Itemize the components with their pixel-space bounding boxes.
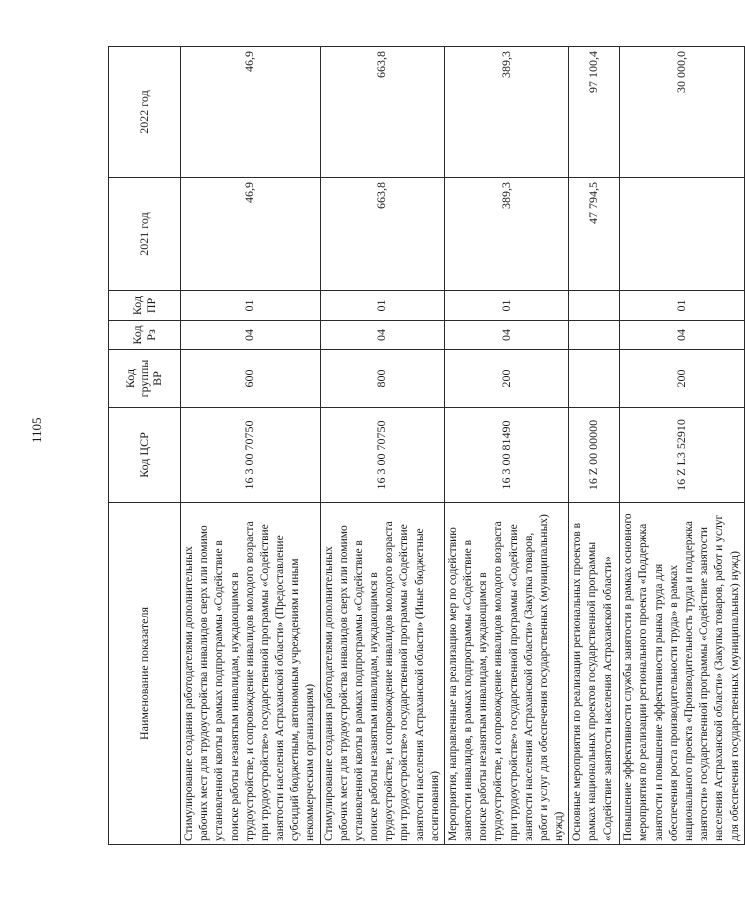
header-vr: Код группы ВР bbox=[109, 350, 181, 408]
header-name: Наименование показателя bbox=[109, 503, 181, 845]
cell-2022: 389,3 bbox=[444, 47, 568, 178]
cell-pr: 01 bbox=[444, 291, 568, 321]
cell-2021 bbox=[620, 178, 744, 291]
cell-name: Повышение эффективности службы занятости в рамках основного мероприятия по реализации регионального проекта «Поддержка занятости и повышение эффективности рынка труда для обеспечения роста производительности труда» в рамках национального проекта «Производительность труда и поддержка занятости» государственной программы «Содействие занятости населения Астраханской области» (Закупка товаров, работ и услуг для обеспечения государственных (муниципальных) нужд) bbox=[620, 503, 744, 845]
cell-rz: 04 bbox=[181, 321, 321, 350]
cell-vr: 800 bbox=[320, 350, 444, 408]
cell-rz: 04 bbox=[444, 321, 568, 350]
budget-table bbox=[108, 46, 745, 845]
cell-rz bbox=[569, 321, 620, 350]
cell-name: Мероприятия, направленные на реализацию мер по содействию занятости инвалидов, в рамках подпрограммы «Содействие в поиске работы незанятым инвалидам, нуждающимся в трудоустройстве, и сопровождение инвалидов молодого возраста при трудоустройстве» государственной программы «Содействие занятости населения Астраханской области» (Закупка товаров, работ и услуг для обеспечения государственных (муниципальных) нужд) bbox=[444, 503, 568, 845]
table-row bbox=[181, 47, 321, 845]
cell-2021: 389,3 bbox=[444, 178, 568, 291]
cell-pr: 01 bbox=[320, 291, 444, 321]
cell-2022: 663,8 bbox=[320, 47, 444, 178]
cell-csr: 16 3 00 81490 bbox=[444, 408, 568, 503]
cell-2021: 46,9 bbox=[181, 178, 321, 291]
header-2021: 2021 год bbox=[109, 178, 181, 291]
cell-name: Стимулирование создания работодателями дополнительных рабочих мест для трудоустройства инвалидов сверх или помимо установленной квоты в рамках подпрограммы «Содействие в поиске работы незанятым инвалидам, нуждающимся в трудоустройстве, и сопровождение инвалидов молодого возраста при трудоустройстве» государственной программы «Содействие занятости населения Астраханской области» (Иные бюджетные ассигнования) bbox=[320, 503, 444, 845]
cell-vr bbox=[569, 350, 620, 408]
header-2022: 2022 год bbox=[109, 47, 181, 178]
cell-rz: 04 bbox=[620, 321, 744, 350]
cell-csr: 16 Z 00 00000 bbox=[569, 408, 620, 503]
cell-2022: 97 100,4 bbox=[569, 47, 620, 178]
cell-name: Стимулирование создания работодателями дополнительных рабочих мест для трудоустройства инвалидов сверх или помимо установленной квоты в рамках подпрограммы «Содействие в поиске работы незанятым инвалидам, нуждающимся в трудоустройстве, и сопровождение инвалидов молодого возраста при трудоустройстве» государственной программы «Содействие занятости населения Астраханской области» (Предоставление субсидий бюджетным, автономным учреждениям и иным некоммерческим организациям) bbox=[181, 503, 321, 845]
cell-rz: 04 bbox=[320, 321, 444, 350]
cell-2021: 663,8 bbox=[320, 178, 444, 291]
header-rz: Код Рз bbox=[109, 321, 181, 350]
table-row bbox=[444, 47, 568, 845]
table-row bbox=[620, 47, 744, 845]
table-header-row bbox=[109, 47, 181, 845]
cell-vr: 600 bbox=[181, 350, 321, 408]
cell-csr: 16 3 00 70750 bbox=[181, 408, 321, 503]
header-csr: Код ЦСР bbox=[109, 408, 181, 503]
budget-table-container bbox=[108, 47, 741, 845]
cell-vr: 200 bbox=[444, 350, 568, 408]
table-row bbox=[320, 47, 444, 845]
cell-vr: 200 bbox=[620, 350, 744, 408]
cell-2022: 46,9 bbox=[181, 47, 321, 178]
cell-csr: 16 3 00 70750 bbox=[320, 408, 444, 503]
cell-2021: 47 794,5 bbox=[569, 178, 620, 291]
cell-pr bbox=[569, 291, 620, 321]
cell-name: Основные мероприятия по реализации региональных проектов в рамках национальных проектов государственной программы «Содействие занятости населения Астраханской области» bbox=[569, 503, 620, 845]
table-row bbox=[569, 47, 620, 845]
cell-pr: 01 bbox=[620, 291, 744, 321]
cell-csr: 16 Z L3 52910 bbox=[620, 408, 744, 503]
page-number: 1105 bbox=[29, 417, 44, 443]
cell-2022: 30 000,0 bbox=[620, 47, 744, 178]
cell-pr: 01 bbox=[181, 291, 321, 321]
header-pr: Код ПР bbox=[109, 291, 181, 321]
